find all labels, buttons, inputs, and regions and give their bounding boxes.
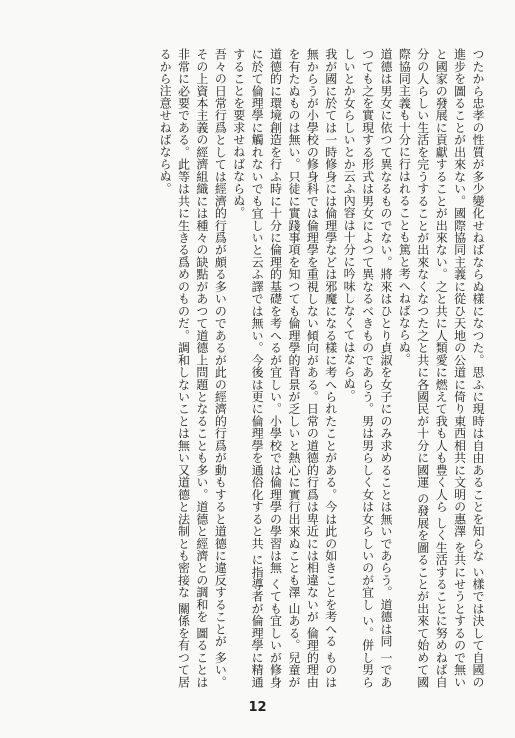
paragraph: 吾々の日常行爲としては經濟的行爲が頗る多いのであるが此の經濟的行爲が動もすると道德に違反することが 多い。その上資本主義の經濟組織には種々の缺點があつて道德上問題となることも多い。道德と經濟との調和を 圖ることは非常に必要である。此等は共に生きる爲めのものだ。調和しないことは無い又道德と法制とも密接な 關係を有つて居るから注意せねばならぬ。 — [158, 48, 228, 688]
paragraph: つたから忠孝の性質が多少變化せねばならぬ樣になつた。思ふに現時は自由あることを知らな い樣では決して自國の進步を圖ることが出來ない。國際協同主義に從ひ天地の公道に倚り東西相共に文明の惠澤 を共にせうとするので無いと國家の發展に貢獻することが出來ない。之と共に人類愛に燃えて我も人も豊く人ら しく生活することに努めねば自分の人らしい生活を完うすることが出來なくなつた之と共に各國民が十分に國運 の發展を圖ることが出來て始めて國際協同主義も十分に行はれることも篤と考へねばならぬ。 — [397, 48, 485, 688]
paragraph: 我が國に於ては一時修身には倫理學などは邪魔になる樣に考へられたことがある。今は此の如きことを考へる ものは無からうが小學校の修身科では倫理學を重視しない傾向がある。日常の道德的行爲は卑近には相違ないが 倫理的理由を有たぬものは無い。只徒に實踐事項を知つても倫理學的背景が乏しいと熱心に實行出來ぬことも澤 山ある。兒童が道德的に環境創造を行ふ時に十分に倫理的基礎を考へるが宜しい。小學校では倫理學の學習は無 くても宜しいが修身に於て倫理學に觸れないでも宜しいと云ふ譯では無い。今後は更に倫理學を通俗化すると共 に指導者が倫理學に精通することを要求せねばならぬ。 — [231, 48, 338, 688]
body-text — [17, 48, 487, 688]
paragraph: 道德は男女に依つて異なるものでない。將來はひとり貞淑を女子にのみ求めることは無いであらう。道德は同 一であつても之を實現する形式は男女によつて異なるべきものであらう。男は男らしく女は女らしいのが宜し い。併し男らしいとか女らしいとか云ふ內容は十分に吟味しなくてはならぬ。 — [342, 48, 393, 688]
page-number: 12 — [248, 700, 267, 715]
